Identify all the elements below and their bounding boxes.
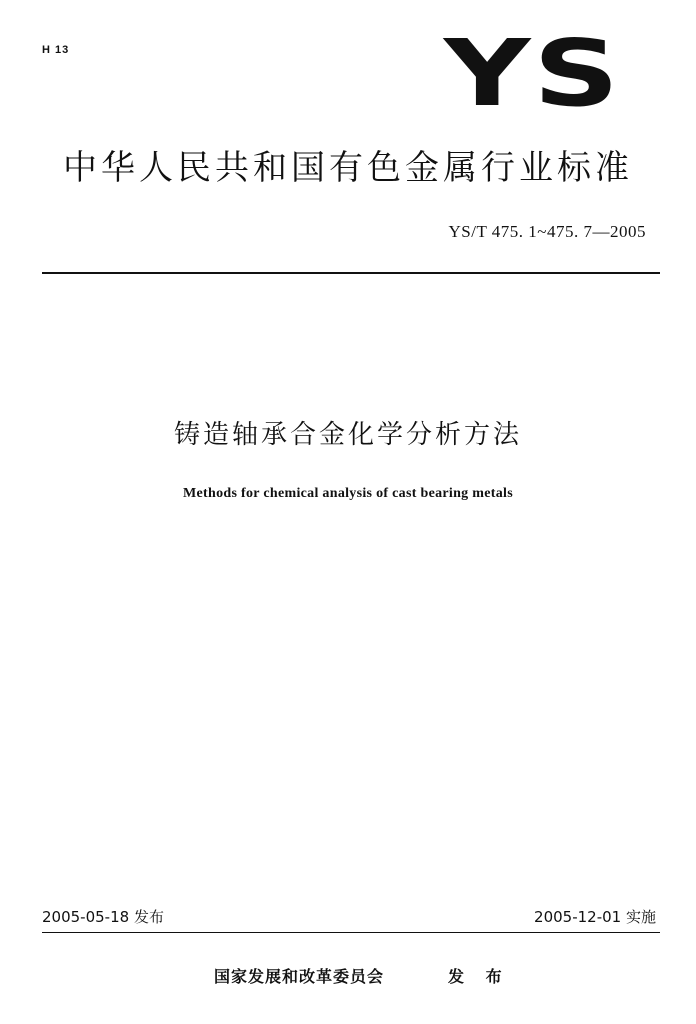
publish-date: 2005-05-18 发布 [42,908,164,926]
ys-logo: YS [444,20,622,127]
standard-number: YS/T 475. 1~475. 7—2005 [448,222,646,241]
title-english: Methods for chemical analysis of cast bearing metals [183,486,513,501]
footer-divider [42,932,660,933]
issuing-authority: 国家发展和改革委员会 [214,967,385,986]
ics-code: H 13 [42,44,70,56]
standard-category: 中华人民共和国有色金属行业标准 [63,148,633,188]
implement-date: 2005-12-01 实施 [534,908,656,926]
issue-label: 发 布 [448,967,510,986]
header-divider [42,272,660,274]
title-chinese: 铸造轴承合金化学分析方法 [173,420,522,450]
